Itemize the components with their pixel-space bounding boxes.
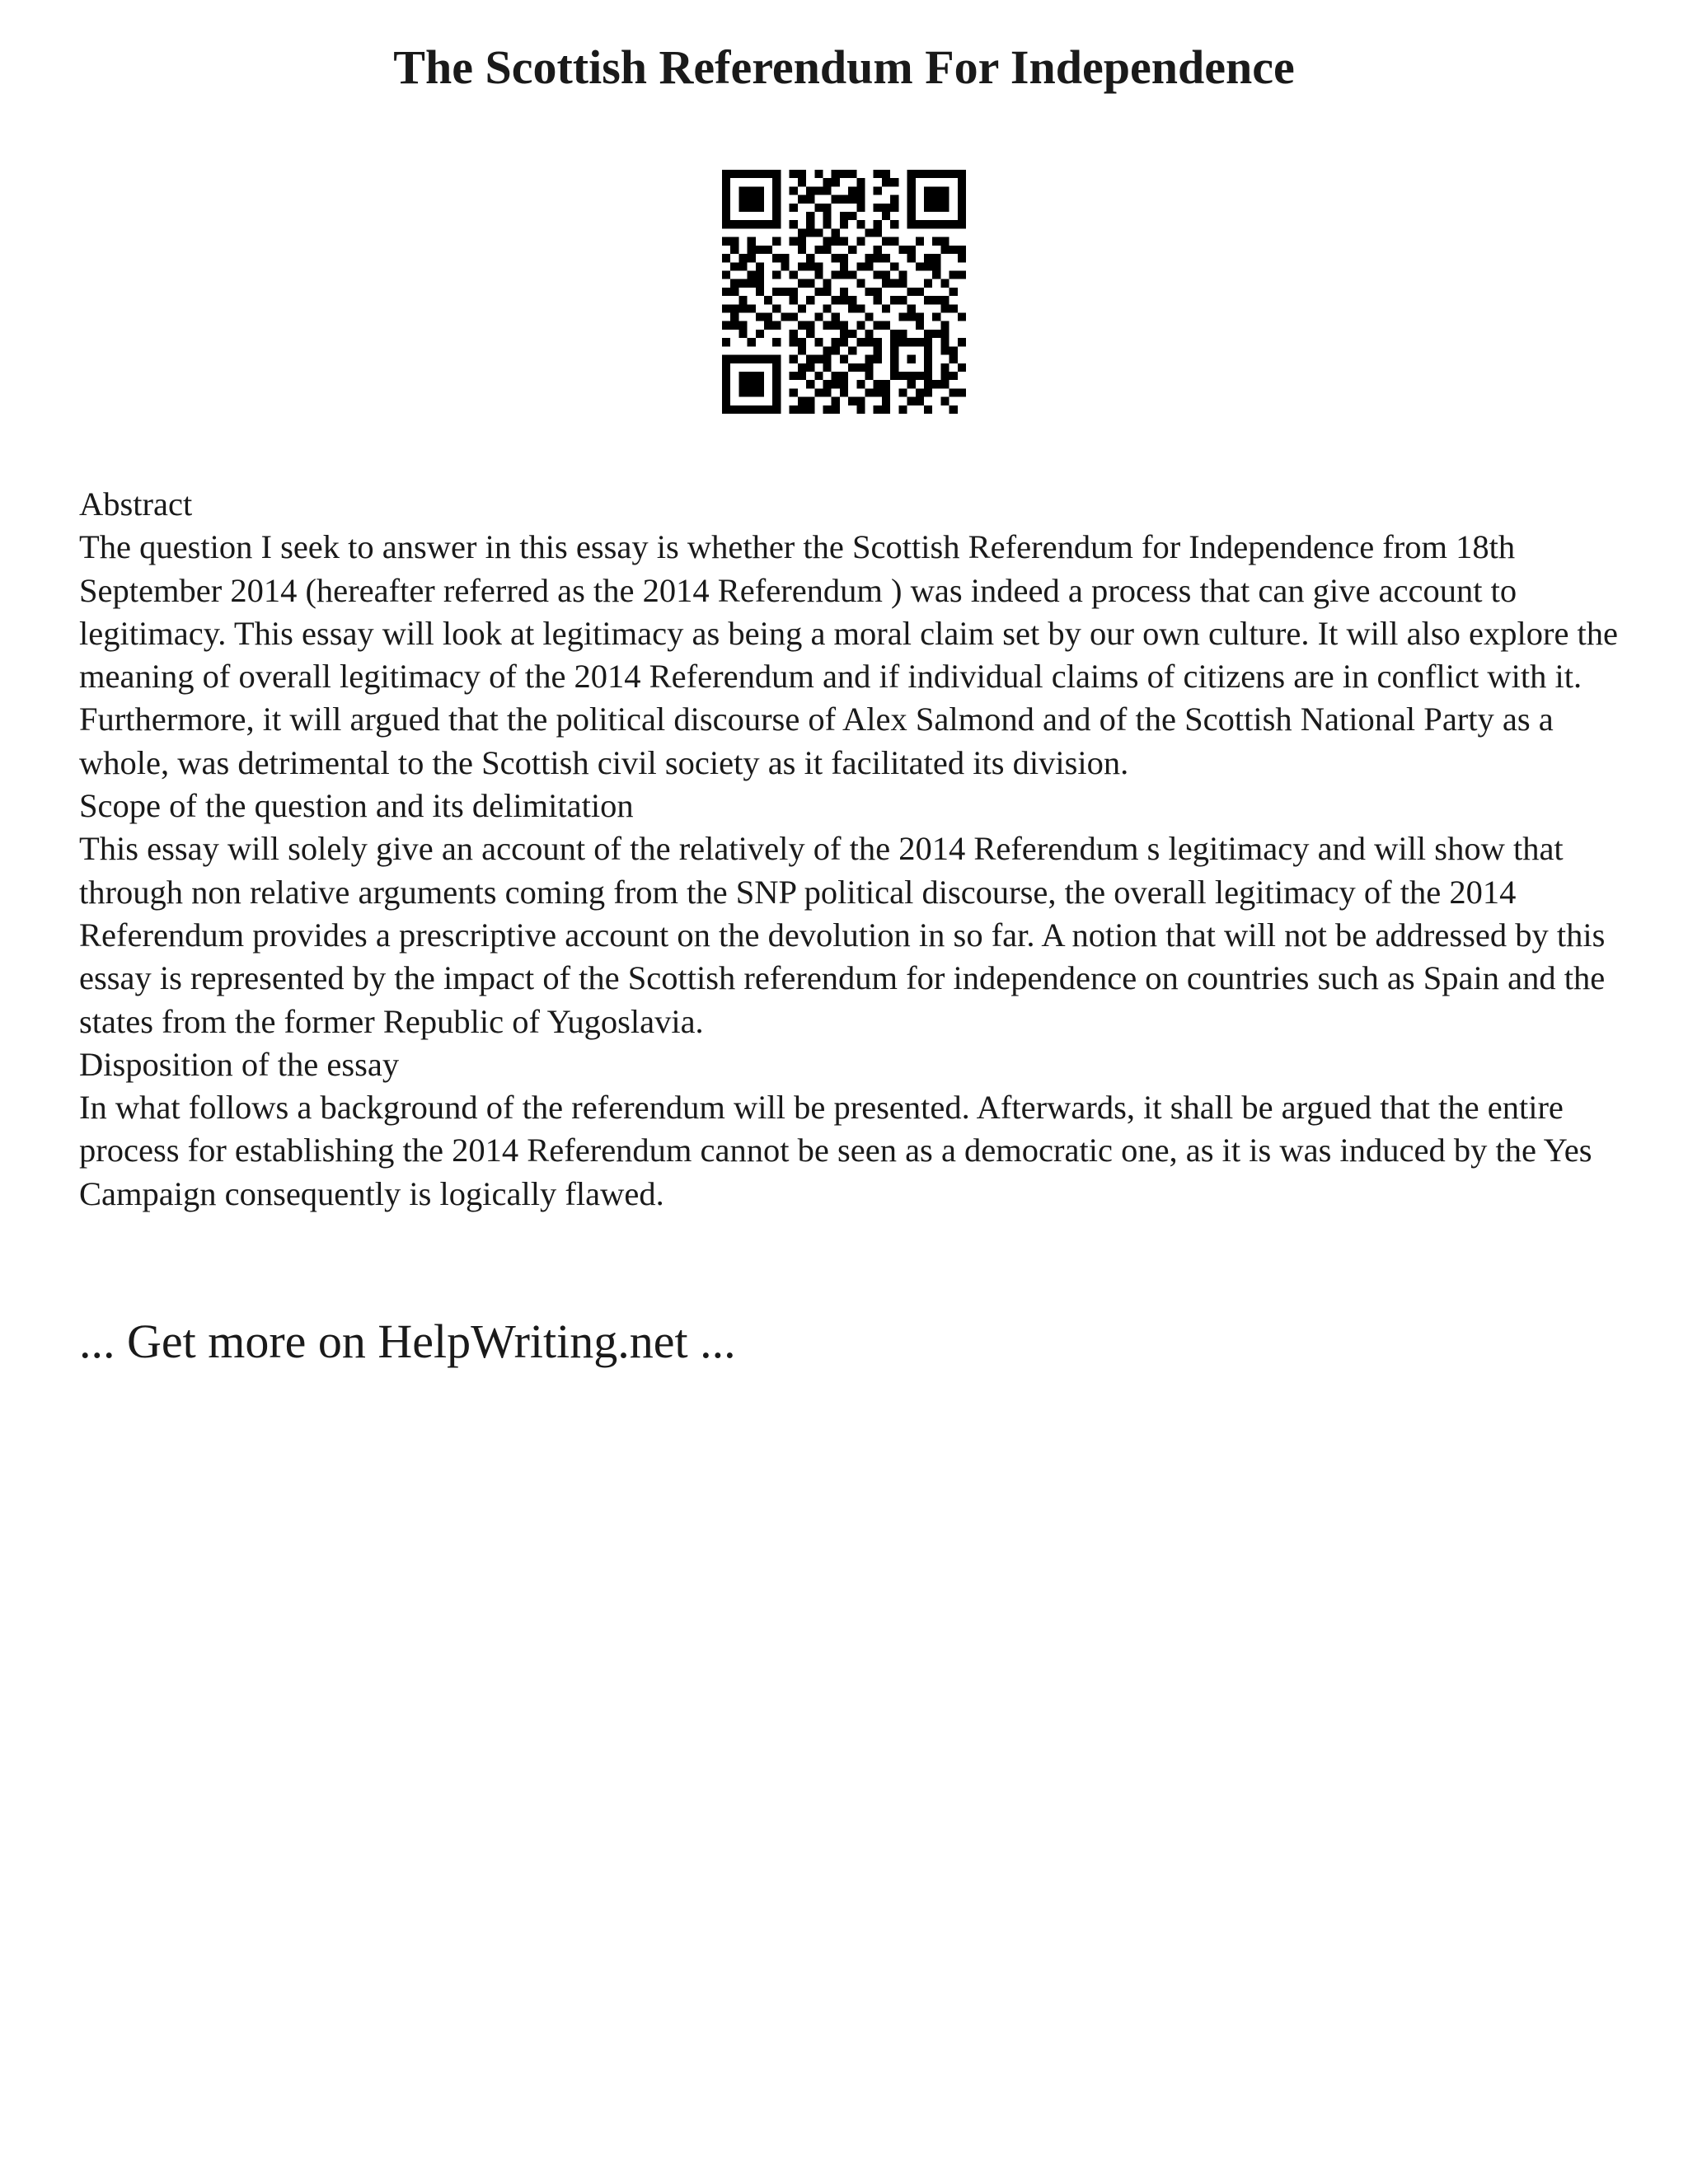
document-title: The Scottish Referendum For Independence bbox=[393, 40, 1295, 94]
qr-code-icon bbox=[722, 170, 966, 414]
section-heading-scope: Scope of the question and its delimitation bbox=[79, 787, 634, 825]
disposition-paragraph: In what follows a background of the referendum will be presented. Afterwards, it shall be argued that the entire process for establishing the 2014 Referendum cannot be seen as a democratic one, as it is was induced by the Yes Campaign consequently is logically flawed. bbox=[79, 1089, 1592, 1212]
section-heading-disposition: Disposition of the essay bbox=[79, 1045, 400, 1083]
abstract-paragraph: The question I seek to answer in this essay is whether the Scottish Referendum for Independence from 18th September 2014 (hereafter referred as the 2014 Referendum ) was indeed a process that can give account to legitimacy. This essay will look at legitimacy as being a moral claim set by our own culture. It will also explore the meaning of overall legitimacy of the 2014 Referendum and if individual claims of citizens are in conflict with it. Furthermore, it will argued that the political discourse of Alex Salmond and of the Scottish National Party as a whole, was detrimental to the Scottish civil society as it facilitated its division. bbox=[79, 528, 1619, 781]
get-more-link[interactable]: ... Get more on HelpWriting.net ... bbox=[79, 1315, 736, 1368]
scope-paragraph: This essay will solely give an account of the relatively of the 2014 Referendum s legitimacy and will show that through non relative arguments coming from the SNP political discourse, the overall legitimacy of the 2014 Referendum provides a prescriptive account on the devolution in so far. A notion that will not be addressed by this essay is represented by the impact of the Scottish referendum for independence on countries such as Spain and the states from the former Republic of Yugoslavia. bbox=[79, 830, 1606, 1040]
essay-body bbox=[79, 483, 1629, 1216]
section-heading-abstract: Abstract bbox=[79, 485, 193, 523]
